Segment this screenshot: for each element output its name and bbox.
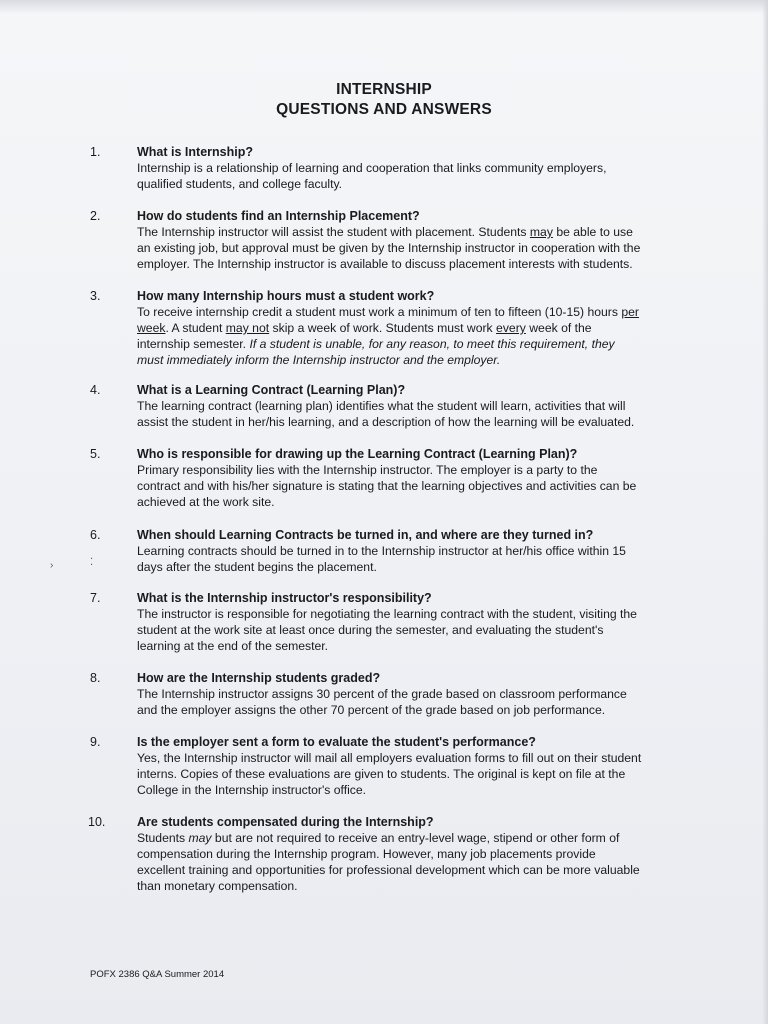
answer-line: Primary responsibility lies with the Internship instructor. The employer is a party to the — [137, 463, 598, 477]
answer-line: student at the work site at least once during the semester, and evaluating the student's — [137, 623, 604, 637]
answer — [137, 686, 677, 718]
scan-right-edge — [762, 0, 768, 1024]
answer — [137, 160, 677, 192]
item-number: 4. — [90, 383, 101, 397]
question: When should Learning Contracts be turned in, and where are they turned in? — [137, 528, 594, 542]
question: How are the Internship students graded? — [137, 671, 381, 685]
answer-line: The Internship instructor assigns 30 percent of the grade based on classroom performance — [137, 687, 627, 701]
scan-mark: › — [50, 560, 54, 571]
item-number: 2. — [90, 209, 101, 223]
question: What is Internship? — [137, 145, 253, 159]
answer-text: To receive internship credit a student must work a minimum of ten to fifteen (10-15) hours — [137, 305, 622, 319]
answer — [137, 543, 677, 575]
title-line-1: INTERNSHIP — [336, 81, 432, 98]
item-number: 5. — [90, 447, 101, 461]
answer-line: and the employer assigns the other 70 percent of the grade based on job performance. — [137, 703, 606, 717]
answer — [137, 224, 677, 272]
item-number: 6. — [90, 528, 101, 542]
answer-line: compensation during the Internship program. However, many job placements provide — [137, 847, 596, 861]
question: Are students compensated during the Internship? — [137, 815, 434, 829]
answer — [137, 462, 677, 510]
item-number: 1. — [90, 145, 101, 159]
scan-mark: ⁚ — [90, 557, 94, 568]
answer-line: excellent training and opportunities for professional development which can be more valuable — [137, 863, 640, 877]
answer — [137, 606, 677, 654]
answer — [137, 304, 677, 368]
answer-line: an existing job, but approval must be given by the Internship instructor in cooperation with the — [137, 241, 641, 255]
underlined-text: week — [137, 321, 166, 335]
answer-text: Students — [137, 831, 189, 845]
answer-text: but are not required to receive an entry-level wage, stipend or other form of — [211, 831, 620, 845]
answer-line: College in the Internship instructor's office. — [137, 783, 367, 797]
answer — [137, 398, 677, 430]
answer-line: Learning contracts should be turned in to the Internship instructor at her/his office within 15 — [137, 544, 626, 558]
answer-line: achieved at the work site. — [137, 495, 275, 509]
document-footer: POFX 2386 Q&A Summer 2014 — [90, 969, 225, 980]
answer-text: week of the — [525, 321, 592, 335]
item-number: 9. — [90, 735, 101, 749]
italic-text: must immediately inform the Internship instructor and the employer. — [137, 353, 501, 367]
item-number: 7. — [90, 591, 101, 605]
answer-line: days after the student begins the placement. — [137, 560, 377, 574]
answer-line — [137, 304, 677, 320]
title-line-2: QUESTIONS AND ANSWERS — [276, 101, 492, 118]
answer-line: Yes, the Internship instructor will mail all employers evaluation forms to fill out on their student — [137, 751, 642, 765]
underlined-text: may — [529, 225, 553, 239]
answer-line: interns. Copies of these evaluations are given to students. The original is kept on file at the — [137, 767, 626, 781]
question: How do students find an Internship Placement? — [137, 209, 420, 223]
item-number: 10. — [88, 815, 106, 829]
question: What is the Internship instructor's responsibility? — [137, 591, 432, 605]
question: What is a Learning Contract (Learning Plan)? — [137, 383, 406, 397]
underlined-text: per — [621, 305, 639, 319]
answer-line: qualified students, and college faculty. — [137, 177, 343, 191]
italic-text: may — [188, 831, 212, 845]
answer-line: The instructor is responsible for negotiating the learning contract with the student, visiting the — [137, 607, 637, 621]
answer-line: The learning contract (learning plan) identifies what the student will learn, activities that will — [137, 399, 626, 413]
answer-line: than monetary compensation. — [137, 879, 298, 893]
answer-line — [137, 830, 677, 846]
underlined-text: every — [496, 321, 526, 335]
answer-line — [137, 336, 677, 352]
answer-line: learning at the end of the semester. — [137, 639, 329, 653]
answer-text: internship semester. — [137, 337, 250, 351]
scan-top-edge — [0, 0, 768, 14]
question: Who is responsible for drawing up the Learning Contract (Learning Plan)? — [137, 447, 578, 461]
italic-text: If a student is unable, for any reason, to meet this requirement, they — [249, 337, 615, 351]
answer-line: Internship is a relationship of learning and cooperation that links community employers, — [137, 161, 607, 175]
item-number: 8. — [90, 671, 101, 685]
answer-line — [137, 352, 677, 368]
answer — [137, 750, 677, 798]
document-title-block — [0, 80, 768, 120]
question: How many Internship hours must a student work? — [137, 289, 435, 303]
item-number: 3. — [90, 289, 101, 303]
answer-line: assist the student in her/his learning, and a description of how the learning will be evaluated. — [137, 415, 635, 429]
underlined-text: may not — [225, 321, 270, 335]
question: Is the employer sent a form to evaluate the student's performance? — [137, 735, 536, 749]
answer-line: employer. The Internship instructor is available to discuss placement interests with students. — [137, 257, 633, 271]
answer-text: . A student — [165, 321, 226, 335]
answer-text: be able to use — [552, 225, 633, 239]
answer-text: skip a week of work. Students must work — [269, 321, 497, 335]
answer-line — [137, 320, 677, 336]
answer — [137, 830, 677, 894]
answer-text: The Internship instructor will assist the student with placement. Students — [137, 225, 530, 239]
answer-line: contract and with his/her signature is stating that the learning objectives and activities can be — [137, 479, 637, 493]
answer-line — [137, 224, 677, 240]
